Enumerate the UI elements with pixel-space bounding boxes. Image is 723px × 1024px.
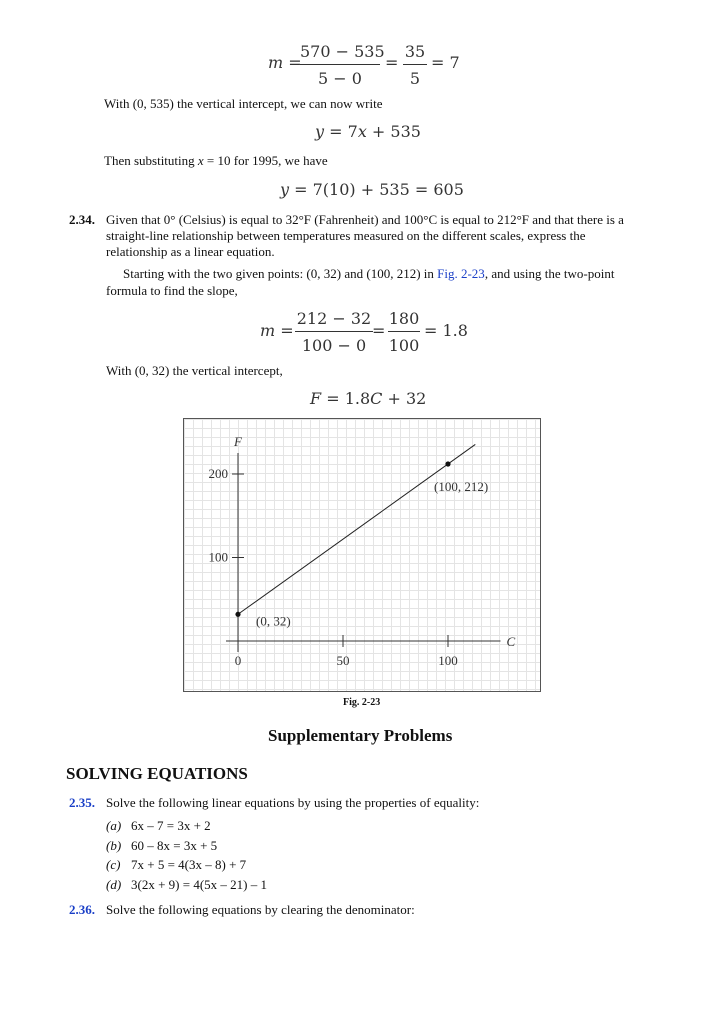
subst-post: = 10 for 1995, we have <box>203 153 328 168</box>
item-label: (a) <box>106 818 122 833</box>
eq4-equals: = <box>372 321 386 340</box>
series-line <box>238 444 475 614</box>
data-point-label: (0, 32) <box>256 613 291 629</box>
equation-conversion <box>310 389 426 408</box>
solution-line-1 <box>123 265 614 282</box>
data-point <box>235 612 240 617</box>
y-tick-label: 200 <box>208 466 228 481</box>
eq1-result: = 7 <box>431 53 460 72</box>
text-intercept-1: With (0, 535) the vertical intercept, we can now write <box>104 96 383 111</box>
item-label: (d) <box>106 877 122 892</box>
y-tick-label: 100 <box>208 549 228 565</box>
eq5-tail: + 32 <box>382 389 427 408</box>
eq4-numerator-1: 212 − 32 <box>296 309 372 328</box>
problem-number-link[interactable]: 2.35. <box>69 795 95 810</box>
eq1-fraction-1 <box>300 42 385 88</box>
x-tick-label: 50 <box>336 653 350 668</box>
problem-text-line-3: relationship as a linear equation. <box>106 244 275 259</box>
eq2-tail: + 535 <box>366 122 421 141</box>
eq4-fraction-1 <box>295 309 373 355</box>
problem-text-line-2: straight-line relationship between temperatures measured on the different scales, express the <box>106 228 586 243</box>
item-expression: 3(2x + 9) = 4(5x – 21) – 1 <box>131 877 267 892</box>
eq5-mid: = 1.8 <box>321 389 371 408</box>
eq3-rest: = 7(10) + 535 = 605 <box>289 180 464 199</box>
y-axis-label: F <box>234 434 242 449</box>
figure-link[interactable]: Fig. 2-23 <box>437 266 485 281</box>
figure-caption: Fig. 2-23 <box>343 697 381 708</box>
eq4-numerator-2: 180 <box>388 309 420 328</box>
data-point-label: (100, 212) <box>434 478 489 494</box>
eq1-fraction-2 <box>403 42 427 88</box>
eq1-denominator-1: 5 − 0 <box>318 69 362 88</box>
eq4-lhs: m = <box>260 321 294 340</box>
item-expression: 7x + 5 = 4(3x – 8) + 7 <box>131 857 247 872</box>
x-tick-label: 0 <box>234 653 242 668</box>
eq4-fraction-2 <box>388 309 420 355</box>
item-label: (b) <box>106 838 122 853</box>
text-substitution <box>104 152 328 169</box>
problem-text-line-1: Given that 0° (Celsius) is equal to 32°F (Fahrenheit) and 100°C is equal to 212°F and that there is a <box>106 212 624 227</box>
subst-pre: Then substituting <box>104 153 198 168</box>
text-intercept-2: With (0, 32) the vertical intercept, <box>106 363 283 378</box>
solution-text-a: Starting with the two given points: (0, 32) and (100, 212) in <box>123 266 438 281</box>
supplementary-heading: Supplementary Problems <box>268 726 453 745</box>
data-point <box>445 461 450 466</box>
eq4-denominator-2: 100 <box>388 336 420 355</box>
equation-line-1 <box>315 122 421 141</box>
item-label: (c) <box>106 857 121 872</box>
problem-number: 2.34. <box>69 212 95 227</box>
eq1-equals: = <box>385 53 399 72</box>
eq1-denominator-2: 5 <box>409 69 421 88</box>
eq4-result: = 1.8 <box>424 321 468 340</box>
eq2-coef: = 7 <box>324 122 358 141</box>
eq3-y: y <box>280 180 290 199</box>
problem-text: Solve the following linear equations by using the properties of equality: <box>106 795 480 810</box>
subst-x: x <box>197 153 204 168</box>
eq1-numerator-2: 35 <box>404 42 426 61</box>
eq1-numerator-1: 570 − 535 <box>300 42 385 61</box>
eq2-x: x <box>357 122 367 141</box>
eq4-denominator-1: 100 − 0 <box>301 336 367 355</box>
problem-number-link[interactable]: 2.36. <box>69 902 95 917</box>
figure-2-23 <box>183 418 541 692</box>
equation-evaluation <box>280 180 464 199</box>
x-axis-label: C <box>506 634 516 649</box>
chart-svg <box>184 419 540 691</box>
x-tick-label: 100 <box>438 653 458 668</box>
problem-text: Solve the following equations by clearing the denominator: <box>106 902 415 917</box>
solution-line-2: formula to find the slope, <box>106 283 238 298</box>
eq5-C: C <box>370 389 383 408</box>
section-heading: SOLVING EQUATIONS <box>66 764 248 783</box>
eq5-F: F <box>310 389 322 408</box>
item-expression: 60 – 8x = 3x + 5 <box>131 838 218 853</box>
item-expression: 6x – 7 = 3x + 2 <box>131 818 211 833</box>
eq2-y: y <box>315 122 325 141</box>
solution-text-b: , and using the two-point <box>484 266 615 281</box>
eq1-lhs: m = <box>268 53 302 72</box>
